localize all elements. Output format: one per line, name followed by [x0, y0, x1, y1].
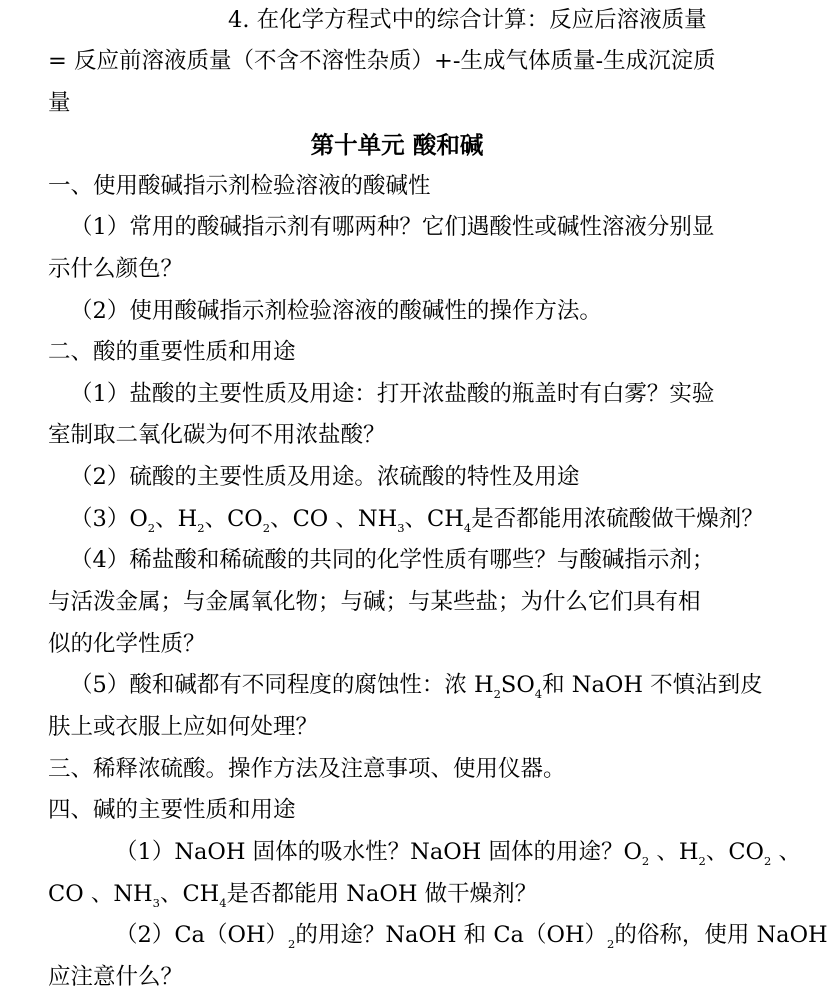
question-line-formulas: $(3)O_2$、$H_2$、$CO_2$、CO 、$NH_3$、$CH_4$是否都能用浓硫酸做干燥剂？ — [70, 506, 764, 535]
question-line: （1）常用的酸碱指示剂有哪两种？它们遇酸性或碱性溶液分别显 — [70, 214, 715, 240]
question-line: 应注意什么？ — [48, 964, 184, 990]
question-line: （1）盐酸的主要性质及用途：打开浓盐酸的瓶盖时有白雾？实验 — [70, 381, 715, 407]
intro-line: = 反应前溶液质量（不含不溶性杂质）+-生成气体质量-生成沉淀质 — [48, 48, 716, 74]
question-line: （2）硫酸的主要性质及用途。浓硫酸的特性及用途 — [70, 464, 580, 490]
question-line: 室制取二氧化碳为何不用浓盐酸？ — [48, 422, 386, 448]
section-heading: 二、酸的重要性质和用途 — [48, 339, 296, 365]
question-line-formulas: $(2)Ca(OH)_2$的用途？NaOH 和 $Ca(OH)_2$的俗称，使用 NaOH — [115, 922, 828, 951]
section-heading: 三、稀释浓硫酸。操作方法及注意事项、使用仪器。 — [48, 756, 566, 782]
intro-line: 量 — [48, 90, 71, 116]
question-line: 似的化学性质？ — [48, 631, 206, 657]
unit-title: 第十单元 酸和碱 — [310, 131, 484, 159]
question-line: （4）稀盐酸和稀硫酸的共同的化学性质有哪些？与酸碱指示剂； — [70, 547, 715, 573]
question-line: 肤上或衣服上应如何处理？ — [48, 714, 319, 740]
question-line-formulas: （5）酸和碱都有不同程度的腐蚀性：浓 $H_2SO_4$和 NaOH 不慎沾到皮 — [70, 672, 763, 701]
section-heading: 四、碱的主要性质和用途 — [48, 797, 296, 823]
intro-line — [48, 5, 748, 35]
question-line-formulas: （1）NaOH 固体的吸水性？NaOH 固体的用途？$O_2$ 、$H_2$、$CO_2$ 、 — [115, 839, 801, 868]
question-line: （2）使用酸碱指示剂检验溶液的酸碱性的操作方法。 — [70, 298, 602, 324]
intro-text: 4. 在化学方程式中的综合计算：反应后溶液质量 — [228, 7, 707, 33]
question-line: 示什么颜色？ — [48, 256, 184, 282]
question-line-formulas: CO 、$NH_3$、$CH_4$是否都能用 NaOH 做干燥剂？ — [48, 881, 538, 910]
section-heading: 一、使用酸碱指示剂检验溶液的酸碱性 — [48, 173, 431, 199]
question-line: 与活泼金属；与金属氧化物；与碱；与某些盐；为什么它们具有相 — [48, 589, 701, 615]
